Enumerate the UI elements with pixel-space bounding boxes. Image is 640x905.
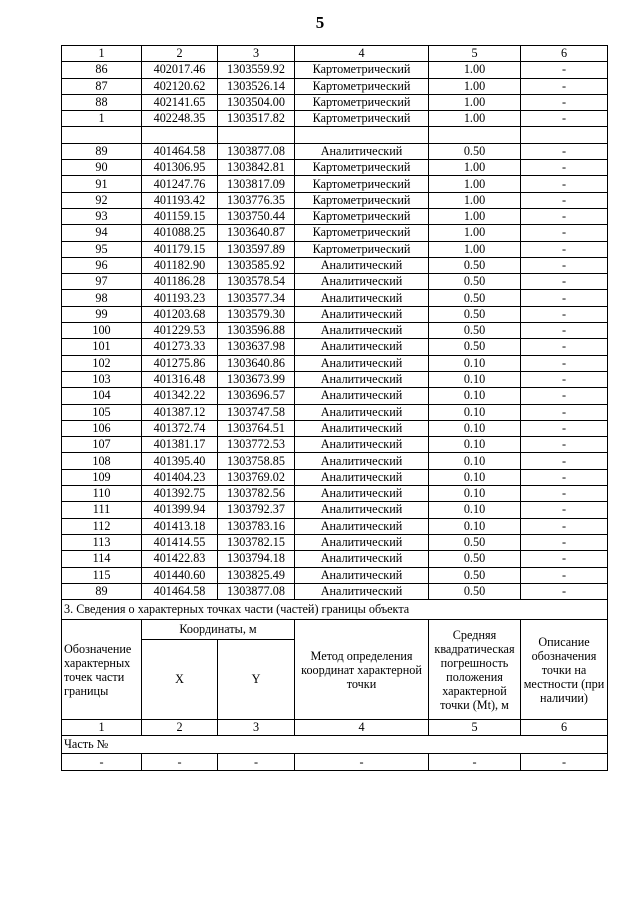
table-row [62, 143, 608, 159]
table-cell: 1.00 [429, 176, 521, 192]
table-cell: 111 [62, 502, 142, 518]
table-cell: 1303764.51 [218, 420, 295, 436]
table-cell: 1.00 [429, 241, 521, 257]
table-cell: 108 [62, 453, 142, 469]
table-cell: 1303696.57 [218, 388, 295, 404]
table-cell: - [295, 754, 429, 771]
table-cell: - [521, 420, 608, 436]
table-cell: - [521, 111, 608, 127]
table-cell: 1.00 [429, 208, 521, 224]
table-cell: 401159.15 [142, 208, 218, 224]
table-cell: 401229.53 [142, 323, 218, 339]
table-cell: 401186.28 [142, 274, 218, 290]
table-cell: - [521, 143, 608, 159]
table-cell: Аналитический [295, 420, 429, 436]
table-cell: 0.10 [429, 502, 521, 518]
empty-cell [429, 127, 521, 143]
table-cell: 401273.33 [142, 339, 218, 355]
table-cell: 86 [62, 62, 142, 78]
table-cell: 401275.86 [142, 355, 218, 371]
table-cell: - [521, 257, 608, 273]
table-cell: 97 [62, 274, 142, 290]
table-cell: - [521, 94, 608, 110]
table-cell: 94 [62, 225, 142, 241]
table-cell: 1303504.00 [218, 94, 295, 110]
table-cell: 0.50 [429, 257, 521, 273]
table-cell: 401387.12 [142, 404, 218, 420]
table-cell: - [521, 78, 608, 94]
column-number-cell: 5 [429, 46, 521, 62]
table-cell: Картометрический [295, 225, 429, 241]
table-cell: 1.00 [429, 225, 521, 241]
table-cell: 0.10 [429, 420, 521, 436]
table-cell: - [521, 404, 608, 420]
table-cell: 401316.48 [142, 371, 218, 387]
table-cell: - [521, 502, 608, 518]
table-cell: 0.50 [429, 339, 521, 355]
point-designation-header: Обозначение характерных точек части границы [62, 620, 142, 720]
table-cell: Аналитический [295, 306, 429, 322]
table-cell: 89 [62, 143, 142, 159]
table-cell: 0.10 [429, 469, 521, 485]
table-cell: - [521, 208, 608, 224]
page-number: 5 [315, 13, 325, 32]
table-cell: Аналитический [295, 518, 429, 534]
table-cell: 401413.18 [142, 518, 218, 534]
table-cell: - [521, 62, 608, 78]
table-cell: 1303747.58 [218, 404, 295, 420]
table-cell: 90 [62, 160, 142, 176]
table-cell: Картометрический [295, 192, 429, 208]
table-cell: 1303579.30 [218, 306, 295, 322]
table-cell: Аналитический [295, 355, 429, 371]
table-cell: 110 [62, 486, 142, 502]
column-number-cell: 4 [295, 46, 429, 62]
column-number-cell: 2 [142, 46, 218, 62]
table-cell: Аналитический [295, 437, 429, 453]
table-cell: 1303597.89 [218, 241, 295, 257]
table-cell: - [521, 355, 608, 371]
table-cell: 1.00 [429, 111, 521, 127]
table-cell: 401381.17 [142, 437, 218, 453]
column-number-cell: 2 [142, 720, 218, 736]
table-cell: 401306.95 [142, 160, 218, 176]
table-cell: Аналитический [295, 274, 429, 290]
section-3-number-row [62, 720, 608, 736]
table-cell: - [521, 274, 608, 290]
table-cell: 401372.74 [142, 420, 218, 436]
table-cell: 87 [62, 78, 142, 94]
table-cell: 1303673.99 [218, 371, 295, 387]
table-cell: 100 [62, 323, 142, 339]
table-cell: 401399.94 [142, 502, 218, 518]
table-cell: - [521, 192, 608, 208]
table-cell: 113 [62, 534, 142, 550]
table-cell: - [521, 551, 608, 567]
empty-part-row [62, 754, 608, 771]
table-cell: Картометрический [295, 208, 429, 224]
table-cell: - [521, 160, 608, 176]
table-cell: 1303750.44 [218, 208, 295, 224]
table-cell: Картометрический [295, 111, 429, 127]
table-row [62, 323, 608, 339]
table-cell: 1303794.18 [218, 551, 295, 567]
table-cell: Аналитический [295, 290, 429, 306]
table-cell: - [521, 534, 608, 550]
table-row [62, 176, 608, 192]
table-cell: - [521, 241, 608, 257]
table-cell: 401392.75 [142, 486, 218, 502]
table-row [62, 208, 608, 224]
table-cell: 0.10 [429, 404, 521, 420]
x-header: X [142, 640, 218, 720]
column-number-cell: 3 [218, 46, 295, 62]
table-cell: 0.50 [429, 143, 521, 159]
table-cell: 92 [62, 192, 142, 208]
table-cell: 88 [62, 94, 142, 110]
table-cell: 401440.60 [142, 567, 218, 583]
table-cell: 1303776.35 [218, 192, 295, 208]
table-cell: - [142, 754, 218, 771]
table-cell: 401414.55 [142, 534, 218, 550]
table-cell: - [521, 371, 608, 387]
table-row [62, 274, 608, 290]
table-row [62, 339, 608, 355]
table-cell: 402141.65 [142, 94, 218, 110]
table-cell: Аналитический [295, 339, 429, 355]
table-cell: 1303877.08 [218, 583, 295, 599]
table-cell: 0.50 [429, 534, 521, 550]
empty-cell [62, 127, 142, 143]
table-cell: - [521, 486, 608, 502]
table-cell: - [521, 388, 608, 404]
table-cell: 91 [62, 176, 142, 192]
table-cell: 402017.46 [142, 62, 218, 78]
table-cell: - [521, 339, 608, 355]
table-cell: 104 [62, 388, 142, 404]
table-cell: 0.50 [429, 274, 521, 290]
table-cell: Картометрический [295, 94, 429, 110]
table-cell: - [521, 225, 608, 241]
table-cell: 401088.25 [142, 225, 218, 241]
method-header: Метод определения координат характерной точки [295, 620, 429, 720]
table-row [62, 567, 608, 583]
column-number-cell: 1 [62, 46, 142, 62]
table-cell: 401179.15 [142, 241, 218, 257]
table-cell: 1303758.85 [218, 453, 295, 469]
table-cell: - [521, 469, 608, 485]
table-row [62, 225, 608, 241]
table-cell: 401203.68 [142, 306, 218, 322]
table-cell: 401464.58 [142, 583, 218, 599]
table-cell: - [521, 754, 608, 771]
table-cell: 0.10 [429, 355, 521, 371]
table-cell: Картометрический [295, 241, 429, 257]
table-row [62, 62, 608, 78]
table-cell: 1303782.56 [218, 486, 295, 502]
table-cell: 0.50 [429, 551, 521, 567]
part-label: Часть № [62, 736, 608, 754]
table-cell: - [521, 453, 608, 469]
table-cell: 1.00 [429, 94, 521, 110]
table-cell: 1303772.53 [218, 437, 295, 453]
table-cell: 0.10 [429, 486, 521, 502]
table-cell: 1303526.14 [218, 78, 295, 94]
table-cell: 93 [62, 208, 142, 224]
table-row [62, 355, 608, 371]
table-cell: 115 [62, 567, 142, 583]
table-cell: 96 [62, 257, 142, 273]
table-row [62, 469, 608, 485]
table-cell: 401182.90 [142, 257, 218, 273]
table-row [62, 78, 608, 94]
table-cell: - [429, 754, 521, 771]
table-cell: 1.00 [429, 62, 521, 78]
table-cell: 1.00 [429, 160, 521, 176]
table-cell: - [521, 583, 608, 599]
table-cell: 1303640.87 [218, 225, 295, 241]
table-cell: 0.10 [429, 453, 521, 469]
table-cell: 1303637.98 [218, 339, 295, 355]
table-cell: 1303640.86 [218, 355, 295, 371]
table-cell: 401193.23 [142, 290, 218, 306]
table-row [62, 551, 608, 567]
table-row [62, 257, 608, 273]
table-cell: 1303769.02 [218, 469, 295, 485]
table-row [62, 306, 608, 322]
separator-row [62, 127, 608, 143]
table-cell: 89 [62, 583, 142, 599]
table-cell: 401342.22 [142, 388, 218, 404]
table-cell: 401464.58 [142, 143, 218, 159]
table-cell: - [218, 754, 295, 771]
table-cell: 106 [62, 420, 142, 436]
table-cell: 1 [62, 111, 142, 127]
column-number-cell: 3 [218, 720, 295, 736]
table-row [62, 192, 608, 208]
table-cell: 1303783.16 [218, 518, 295, 534]
coordinates-header: Координаты, м [142, 620, 295, 640]
table-cell: 402120.62 [142, 78, 218, 94]
table-cell: - [521, 437, 608, 453]
table-cell: - [521, 323, 608, 339]
table-cell: Аналитический [295, 534, 429, 550]
table-cell: 401422.83 [142, 551, 218, 567]
column-number-cell: 1 [62, 720, 142, 736]
table-cell: Аналитический [295, 404, 429, 420]
table-cell: 98 [62, 290, 142, 306]
table-cell: 1303825.49 [218, 567, 295, 583]
table-cell: Аналитический [295, 567, 429, 583]
table-row [62, 94, 608, 110]
table-cell: 402248.35 [142, 111, 218, 127]
column-number-cell: 6 [521, 46, 608, 62]
empty-cell [521, 127, 608, 143]
table-row [62, 486, 608, 502]
table-cell: Аналитический [295, 257, 429, 273]
table-cell: 109 [62, 469, 142, 485]
coordinates-table [61, 45, 608, 771]
table-cell: Картометрический [295, 176, 429, 192]
table-cell: 1303577.34 [218, 290, 295, 306]
table-cell: 99 [62, 306, 142, 322]
column-number-cell: 4 [295, 720, 429, 736]
table-cell: 107 [62, 437, 142, 453]
table-cell: 1.00 [429, 78, 521, 94]
table-cell: 0.50 [429, 567, 521, 583]
table-cell: 103 [62, 371, 142, 387]
table-cell: 1.00 [429, 192, 521, 208]
table-cell: Аналитический [295, 502, 429, 518]
y-header: Y [218, 640, 295, 720]
empty-cell [218, 127, 295, 143]
table-cell: Аналитический [295, 551, 429, 567]
table-cell: 1303578.54 [218, 274, 295, 290]
table-cell: 1303792.37 [218, 502, 295, 518]
table-row [62, 420, 608, 436]
accuracy-header: Средняя квадратическая погрешность положения характерной точки (Mt), м [429, 620, 521, 720]
table-cell: - [521, 567, 608, 583]
table-cell: - [521, 306, 608, 322]
table-cell: 0.50 [429, 323, 521, 339]
section-3-title: 3. Сведения о характерных точках части (частей) границы объекта [62, 600, 608, 620]
table-row [62, 518, 608, 534]
table-cell: 102 [62, 355, 142, 371]
table-row [62, 290, 608, 306]
table-cell: Аналитический [295, 486, 429, 502]
table-row [62, 241, 608, 257]
table-cell: 401193.42 [142, 192, 218, 208]
table-cell: - [521, 290, 608, 306]
column-number-cell: 5 [429, 720, 521, 736]
table-row [62, 388, 608, 404]
table-cell: Аналитический [295, 583, 429, 599]
table-cell: 0.50 [429, 290, 521, 306]
description-header: Описание обозначения точки на местности (при наличии) [521, 620, 608, 720]
table-cell: Аналитический [295, 388, 429, 404]
table-cell: 105 [62, 404, 142, 420]
table-cell: 0.10 [429, 371, 521, 387]
table-row [62, 502, 608, 518]
table-cell: Аналитический [295, 371, 429, 387]
table-cell: 0.50 [429, 306, 521, 322]
table-row [62, 583, 608, 599]
table-cell: 1303596.88 [218, 323, 295, 339]
table-cell: 114 [62, 551, 142, 567]
table-cell: 1303517.82 [218, 111, 295, 127]
table-cell: Аналитический [295, 323, 429, 339]
table-cell: 95 [62, 241, 142, 257]
table-cell: 1303877.08 [218, 143, 295, 159]
table-cell: 1303817.09 [218, 176, 295, 192]
table-row [62, 437, 608, 453]
table-row [62, 534, 608, 550]
table-row [62, 404, 608, 420]
table-cell: 0.10 [429, 388, 521, 404]
table-cell: 1303842.81 [218, 160, 295, 176]
section-3-title-row [62, 600, 608, 620]
table-cell: Аналитический [295, 453, 429, 469]
table-cell: 401395.40 [142, 453, 218, 469]
table-cell: Аналитический [295, 469, 429, 485]
table-cell: Картометрический [295, 78, 429, 94]
table-cell: - [521, 176, 608, 192]
table-cell: 0.50 [429, 583, 521, 599]
table-cell: 401404.23 [142, 469, 218, 485]
table-cell: Картометрический [295, 62, 429, 78]
table-row [62, 111, 608, 127]
table-cell: 1303782.15 [218, 534, 295, 550]
column-number-cell: 6 [521, 720, 608, 736]
table-cell: Аналитический [295, 143, 429, 159]
table-cell: - [62, 754, 142, 771]
empty-cell [295, 127, 429, 143]
table-cell: 112 [62, 518, 142, 534]
part-row [62, 736, 608, 754]
table-cell: 0.10 [429, 518, 521, 534]
section-3-header-row [62, 620, 608, 640]
column-number-row [62, 46, 608, 62]
table-cell: 401247.76 [142, 176, 218, 192]
table-cell: - [521, 518, 608, 534]
table-cell: Картометрический [295, 160, 429, 176]
table-cell: 1303585.92 [218, 257, 295, 273]
table-row [62, 453, 608, 469]
empty-cell [142, 127, 218, 143]
table-row [62, 371, 608, 387]
table-cell: 0.10 [429, 437, 521, 453]
table-cell: 1303559.92 [218, 62, 295, 78]
table-cell: 101 [62, 339, 142, 355]
table-row [62, 160, 608, 176]
